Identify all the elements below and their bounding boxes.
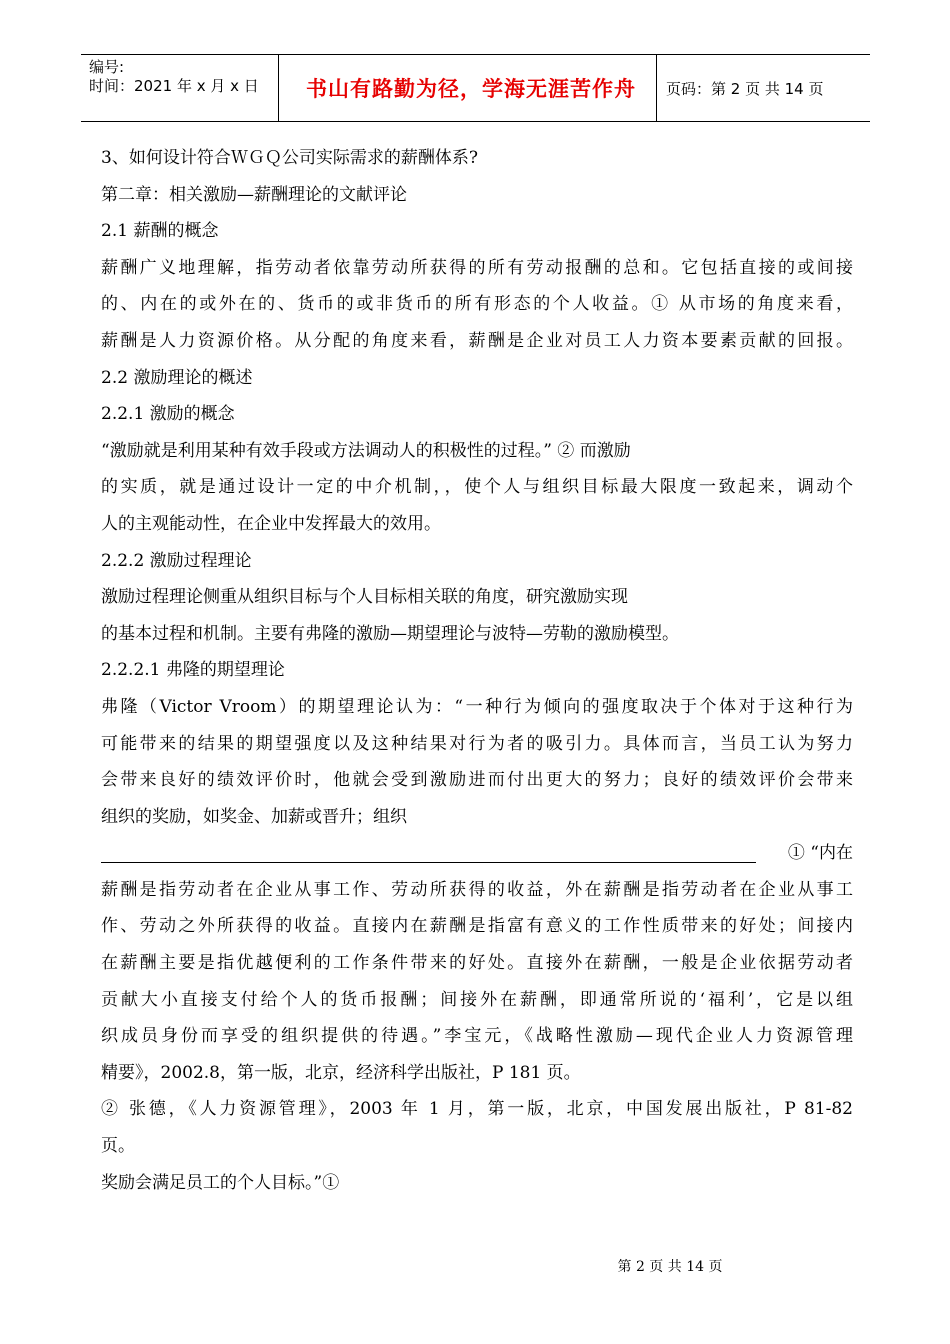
page-footer: [0, 1256, 950, 1276]
header-meta: [89, 58, 279, 96]
paragraph-line: 薪酬是人力资源价格。从分配的角度来看，薪酬是企业对员工人力资本要素贡献的回报。: [101, 330, 853, 351]
chapter-heading: 第二章：相关激励—薪酬理论的文献评论: [101, 184, 407, 205]
subsection-heading: 2.2.1 激励的概念: [101, 404, 235, 425]
footnote-line: 页。: [101, 1136, 135, 1157]
footnote-line: 精要》，2002.8，第一版，北京，经济科学出版社，P 181 页。: [101, 1062, 581, 1083]
document-date: 时间：2021 年 x 月 x 日: [89, 77, 259, 95]
paragraph-line: 激励过程理论侧重从组织目标与个人目标相关联的角度，研究激励实现: [101, 587, 628, 608]
question-line: 3、如何设计符合ＷＧＱ公司实际需求的薪酬体系?: [101, 148, 478, 168]
paragraph-line: 人的主观能动性，在企业中发挥最大的效用。: [101, 513, 441, 534]
section-heading: 2.2 激励理论的概述: [101, 367, 253, 388]
footnote-line: 薪酬是指劳动者在企业从事工作、劳动所获得的收益，外在薪酬是指劳动者在企业从事工: [101, 879, 853, 900]
footnote-marker: ① “内在: [787, 843, 853, 864]
paragraph-line: 奖励会满足员工的个人目标。”①: [101, 1172, 340, 1193]
paragraph-line: 弗隆（Victor Vroom）的期望理论认为：“一种行为倾向的强度取决于个体对于这种行为: [101, 696, 853, 717]
footnote-rule: [101, 862, 756, 863]
footnote-separator-line: [101, 835, 853, 872]
header-page-info: 页码：第 2 页 共 14 页: [666, 79, 824, 98]
paragraph-line: 的、内在的或外在的、货币的或非货币的所有形态的个人收益。① 从市场的角度来看，: [101, 294, 853, 315]
paragraph-line: 组织的奖励，如奖金、加薪或晋升；组织: [101, 806, 407, 827]
subsection-heading: 2.2.2.1 弗隆的期望理论: [101, 660, 285, 681]
footnote-line: 贡献大小直接支付给个人的货币报酬；间接外在薪酬，即通常所说的‘福利’，它是以组: [101, 989, 853, 1010]
document-body: [101, 140, 853, 1201]
paragraph-line: 可能带来的结果的期望强度以及这种结果对行为者的吸引力。具体而言，当员工认为努力: [101, 733, 853, 754]
paragraph-line: 的基本过程和机制。主要有弗隆的激励—期望理论与波特—劳勒的激励模型。: [101, 623, 679, 644]
document-number-label: 编号:: [89, 58, 125, 76]
header-motto: 书山有路勤为径，学海无涯苦作舟: [306, 77, 636, 101]
paragraph-line: “激励就是利用某种有效手段或方法调动人的积极性的过程。” ② 而激励: [101, 440, 631, 461]
footnote-line: 在薪酬主要是指优越便利的工作条件带来的好处。直接外在薪酬，一般是企业依据劳动者: [101, 953, 853, 974]
page-number: 第 2 页 共 14 页: [617, 1259, 723, 1275]
section-heading: 2.1 薪酬的概念: [101, 221, 219, 242]
page-header: [81, 54, 870, 122]
header-divider-right: [656, 54, 657, 122]
paragraph-line: 会带来良好的绩效评价时，他就会受到激励进而付出更大的努力；良好的绩效评价会带来: [101, 770, 853, 791]
subsection-heading: 2.2.2 激励过程理论: [101, 550, 252, 571]
paragraph-line: 薪酬广义地理解，指劳动者依靠劳动所获得的所有劳动报酬的总和。它包括直接的或间接: [101, 257, 853, 278]
paragraph-line: 的实质，就是通过设计一定的中介机制，，使个人与组织目标最大限度一致起来，调动个: [101, 477, 853, 498]
footnote-line: ② 张德，《人力资源管理》，2003 年 1 月，第一版，北京，中国发展出版社，P 81-82: [101, 1099, 853, 1120]
footnote-line: 织成员身份而享受的组织提供的待遇。”李宝元，《战略性激励—现代企业人力资源管理: [101, 1026, 853, 1047]
footnote-line: 作、劳动之外所获得的收益。直接内在薪酬是指富有意义的工作性质带来的好处；间接内: [101, 916, 853, 937]
